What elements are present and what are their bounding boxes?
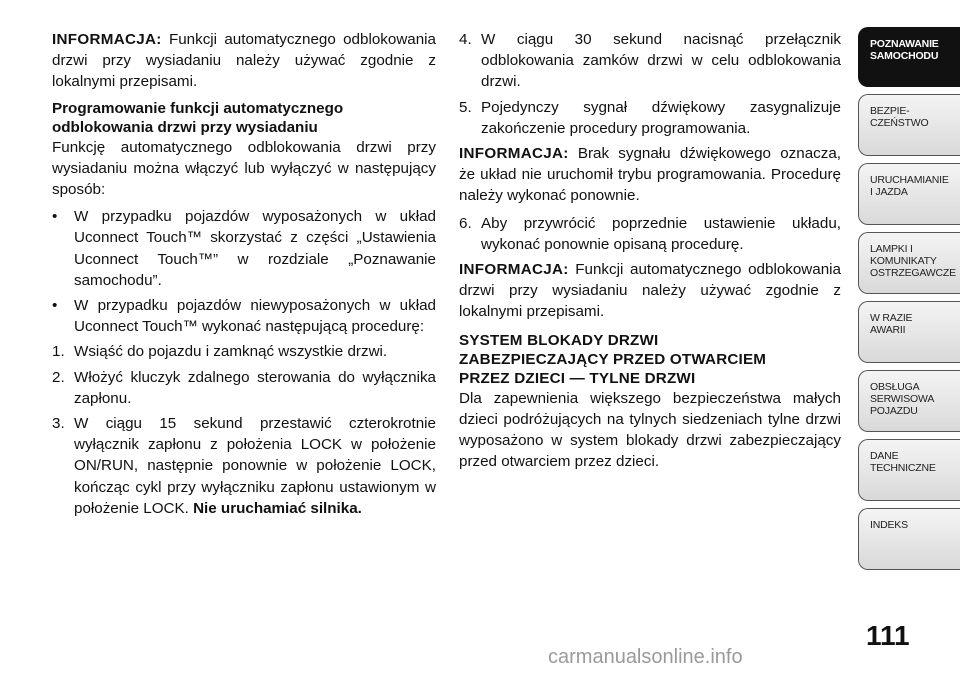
list-item bbox=[459, 97, 841, 139]
step-number: 2. bbox=[52, 368, 65, 386]
numbered-steps-continued bbox=[459, 29, 841, 139]
list-item-text: W przypadku pojazdów niewyposażonych w układ Uconnect Touch™ wykonać następującą procedurę: bbox=[74, 297, 436, 336]
tab-label-line: W RAZIE bbox=[870, 312, 913, 324]
tab-label-line: OSTRZEGAWCZE bbox=[870, 267, 956, 279]
tab-obsluga-serwisowa[interactable] bbox=[858, 370, 960, 432]
right-column bbox=[459, 29, 841, 478]
tab-poznawanie-samochodu[interactable] bbox=[858, 27, 960, 87]
tab-bezpieczenstwo[interactable] bbox=[858, 94, 960, 156]
bullet-list bbox=[52, 206, 436, 337]
subheading-line: odblokowania drzwi przy wysiadaniu bbox=[52, 118, 318, 136]
list-item bbox=[52, 413, 436, 519]
tab-w-razie-awarii[interactable] bbox=[858, 301, 960, 363]
list-item-text: Wsiąść do pojazdu i zamknąć wszystkie drzwi. bbox=[74, 343, 388, 361]
step-number: 4. bbox=[459, 31, 472, 48]
list-item bbox=[52, 341, 436, 362]
list-item bbox=[52, 295, 436, 337]
list-item bbox=[52, 206, 436, 291]
tab-label-line: POZNAWANIE bbox=[870, 38, 939, 50]
tab-label-line: OBSŁUGA bbox=[870, 381, 920, 393]
list-item-text: Włożyć kluczyk zdalnego sterowania do wyłącznika zapłonu. bbox=[74, 368, 436, 407]
warning-text: Nie uruchamiać silnika. bbox=[193, 499, 362, 517]
list-item bbox=[459, 213, 841, 255]
tab-lampki-i-komunikaty[interactable] bbox=[858, 232, 960, 294]
intro-paragraph: Funkcję automatycznego odblokowania drzwi przy wysiadaniu można włączyć lub wyłączyć w następujący sposób: bbox=[52, 138, 436, 199]
bullet-mark: • bbox=[52, 208, 58, 226]
list-item bbox=[459, 29, 841, 93]
page-number: 111 bbox=[866, 620, 910, 651]
numbered-step-six bbox=[459, 213, 841, 255]
note-automatic-unlock-law bbox=[52, 29, 436, 93]
left-column bbox=[52, 29, 436, 523]
note-text: Funkcji automatycznego odblokowania drzwi przy wysiadaniu należy używać zgodnie z lokalnymi przepisami. bbox=[459, 261, 841, 321]
tab-label-line: I JAZDA bbox=[870, 186, 908, 198]
tab-label-line: SERWISOWA bbox=[870, 393, 935, 405]
note-automatic-unlock-law-repeat bbox=[459, 259, 841, 323]
step-number: 3. bbox=[52, 415, 65, 433]
note-label: INFORMACJA: bbox=[459, 261, 569, 279]
tab-label-line: AWARII bbox=[870, 324, 906, 336]
tab-dane-techniczne[interactable] bbox=[858, 439, 960, 501]
list-item-text: Aby przywrócić poprzednie ustawienie układu, wykonać ponownie opisaną procedurę. bbox=[481, 214, 841, 253]
subheading-line: Programowanie funkcji automatycznego bbox=[52, 99, 344, 117]
step-number: 1. bbox=[52, 343, 65, 361]
tab-label-line: DANE bbox=[870, 450, 899, 462]
chapter-tabs bbox=[858, 30, 960, 577]
list-item bbox=[52, 367, 436, 409]
list-item-text: W ciągu 30 sekund nacisnąć przełącznik odblokowania zamków drzwi w celu odblokowania drzwi. bbox=[481, 31, 841, 91]
note-label: INFORMACJA: bbox=[459, 145, 569, 163]
section-heading-line: PRZEZ DZIECI — TYLNE DRZWI bbox=[459, 369, 696, 387]
tab-label-line: KOMUNIKATY bbox=[870, 255, 937, 267]
tab-label-line: LAMPKI I bbox=[870, 243, 913, 255]
note-label: INFORMACJA: bbox=[52, 31, 162, 48]
list-item-text: W przypadku pojazdów wyposażonych w układ Uconnect Touch™ skorzystać z części „Ustawienia Uconnect Touch™” w rozdziale „Poznawanie samochodu”. bbox=[74, 208, 436, 289]
section-heading-child-lock bbox=[459, 331, 841, 388]
list-item-text: Pojedynczy sygnał dźwiękowy zasygnalizuje zakończenie procedury programowania. bbox=[481, 98, 841, 137]
tab-label-line: SAMOCHODU bbox=[870, 50, 939, 62]
tab-uruchamianie-i-jazda[interactable] bbox=[858, 163, 960, 225]
note-text: Funkcji automatycznego odblokowania drzwi przy wysiadaniu należy używać zgodnie z lokalnymi przepisami. bbox=[52, 31, 436, 91]
list-item-text: W ciągu 15 sekund przestawić czterokrotnie wyłącznik zapłonu z położenia LOCK w położenie ON/RUN, następnie ponownie w położenie LOCK, kończąc cykl przy wyłączniku zapłonu ustawionym w położenie LOCK. bbox=[74, 415, 436, 517]
tab-label-line: TECHNICZNE bbox=[870, 462, 936, 474]
bullet-mark: • bbox=[52, 297, 58, 315]
numbered-steps bbox=[52, 341, 436, 519]
child-lock-paragraph: Dla zapewnienia większego bezpieczeństwa małych dzieci podróżujących na tylnych siedzeniach tylne drzwi wyposażono w system blokady drzwi zabezpieczający przed otwarciem przez dzieci. bbox=[459, 389, 841, 471]
step-number: 5. bbox=[459, 98, 472, 116]
step-number: 6. bbox=[459, 214, 472, 232]
tab-label-line: BEZPIE- bbox=[870, 105, 910, 117]
tab-label-line: POJAZDU bbox=[870, 405, 918, 417]
watermark: carmanualsonline.info bbox=[548, 646, 743, 668]
note-text: Brak sygnału dźwiękowego oznacza, że układ nie uruchomił trybu programowania. Procedurę należy wykonać ponownie. bbox=[459, 145, 841, 205]
subheading-programming bbox=[52, 99, 436, 137]
note-no-signal bbox=[459, 143, 841, 207]
tab-indeks[interactable] bbox=[858, 508, 960, 570]
tab-label-line: CZEŃSTWO bbox=[870, 117, 929, 129]
section-heading-line: ZABEZPIECZAJĄCY PRZED OTWARCIEM bbox=[459, 350, 767, 368]
section-heading-line: SYSTEM BLOKADY DRZWI bbox=[459, 331, 659, 349]
tab-label-line: INDEKS bbox=[870, 519, 908, 531]
tab-label-line: URUCHAMIANIE bbox=[870, 174, 949, 186]
